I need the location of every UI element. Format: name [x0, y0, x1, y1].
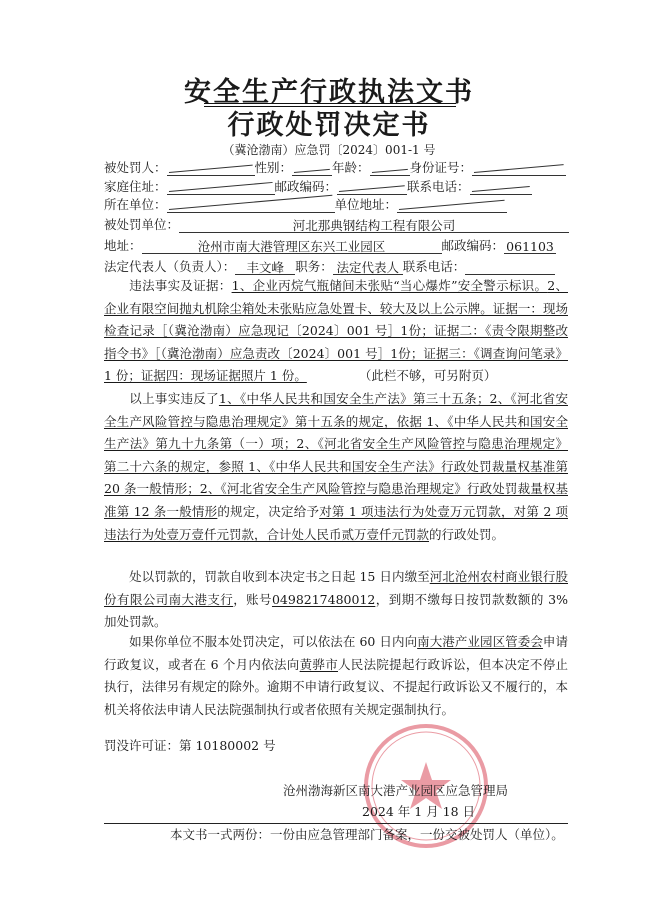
entity-name: 河北那典钢结构工程有限公司	[179, 217, 569, 233]
age-blank	[370, 160, 410, 176]
entity-address-row	[104, 237, 556, 254]
document-title: 安全生产行政执法文书	[184, 77, 474, 108]
entity-postcode-label: 邮政编码：	[441, 238, 505, 253]
appeal-end: 人民法院提起行政诉讼，但本决定不停止执行，法律另有规定的除外。逾期不申请行政复议、不提起行政诉讼又不履行的，本机关将依法申请人民法院强制执行或者依照有关规定强制执行。	[104, 656, 568, 717]
home-address-label: 家庭住址：	[104, 179, 167, 194]
payment-bank: 河北沧州农村商业银行股份有限公司南大港支行	[104, 569, 568, 607]
age-label: 年龄：	[332, 160, 370, 175]
facts-paragraph	[104, 275, 568, 388]
gender-label: 性别：	[254, 160, 293, 175]
individual-row-2	[104, 178, 532, 195]
gender-blank	[292, 160, 332, 176]
decision-paragraph	[104, 388, 568, 546]
individual-name-label: 被处罚人：	[104, 160, 167, 175]
decision-legal-basis: 1、《中华人民共和国安全生产法》第三十五条；2、《河北省安全生产风险管控与隐患治理规定》第十五条的规定，依据 1、《中华人民共和国安全生产法》第九十九条第（一）项；2、《河北省安全生产风险管控与隐患治理规定》第二十六条的规定，参照 1、《中华人民共和国安全生产法》行政处罚裁量权基准第 20 条一般情形；2、《河北省安全生产风险管控与隐患治理规定》行政处罚裁量权基准第 12 条一般情形	[104, 391, 568, 519]
footer-rule	[104, 823, 568, 824]
individual-row-1	[104, 159, 566, 176]
payment-lead: 处以罚款的，罚款自收到本决定书之日起 15 日内缴至	[129, 569, 430, 584]
unit-address-blank	[397, 197, 507, 213]
home-address-blank	[167, 179, 275, 195]
payment-account: 0498217480012	[271, 591, 376, 607]
id-blank	[472, 160, 566, 176]
postcode-label: 邮政编码：	[274, 179, 338, 194]
phone-blank	[470, 179, 532, 195]
phone-label: 联系电话：	[407, 179, 470, 194]
document-number: （冀沧渤南）应急罚〔2024〕001-1 号	[222, 143, 436, 157]
unit-blank	[167, 197, 335, 213]
postcode-blank	[337, 179, 407, 195]
document-subtitle: 行政处罚决定书	[227, 110, 431, 141]
entity-address: 沧州市南大港管理区东兴工业园区	[142, 238, 442, 254]
rep-label: 法定代表人（负责人）：	[104, 259, 236, 274]
permit-number: 罚没许可证：第 10180002 号	[104, 738, 276, 753]
appeal-paragraph	[104, 631, 568, 721]
rep-position-label: 职务：	[295, 259, 333, 274]
decision-mid: 的规定，决定给予	[217, 503, 320, 519]
decision-end: 的行政处罚。	[429, 526, 505, 542]
individual-name-blank	[167, 160, 255, 176]
rep-position: 法定代表人	[333, 259, 403, 275]
facts-note: （此栏不够，可另附页）	[358, 368, 497, 384]
entity-phone-label: 联系电话：	[402, 259, 466, 274]
unit-label: 所在单位：	[104, 197, 167, 212]
entity-rep-row	[104, 258, 555, 275]
appeal-mid: 申请行政复议，或者在 6 个月内依法向	[104, 634, 568, 672]
payment-account-label: ，账号	[233, 591, 272, 607]
footer-note: 本文书一式两份：一份由应急管理部门备案，一份交被处罚人（单位）。	[170, 827, 564, 842]
issuing-authority: 沧州渤海新区南大港产业园区应急管理局	[283, 783, 509, 798]
decision-penalty: 对第 1 项违法行为处壹万元罚款，对第 2 项违法行为处壹万壹仟元罚款，合计处人民币贰万壹仟元罚款	[104, 503, 568, 542]
entity-row	[104, 216, 569, 233]
appeal-lead: 如果你单位不服本处罚决定，可以依法在 60 日内向	[129, 634, 418, 649]
issue-date: 2024 年 1 月 18 日	[362, 804, 476, 819]
entity-phone-blank	[465, 259, 555, 275]
fact-2-and-evidence: 2、企业有限空间抛丸机除尘箱处未张贴应急处置卡、较大及以上公示牌。证据一：现场检查记录［（冀沧渤南）应急现记〔2024〕001 号］1份；证据二：《责令限期整改指令书》［（冀沧渤南）应急责改〔2024〕001 号］1份；证据三：《调查询问笔录》1 份；证据四：现场证据照片 1 份。	[104, 278, 568, 384]
fact-1: 1、企业丙烷气瓶储间未张贴“当心爆炸”安全警示标识。	[231, 278, 548, 293]
appeal-reconsider-body: 南大港产业园区管委会	[417, 634, 543, 649]
entity-postcode: 061103	[504, 238, 556, 254]
decision-lead: 以上事实违反了	[129, 391, 219, 406]
facts-lead: 违法事实及证据：	[129, 278, 232, 293]
entity-address-label: 地址：	[104, 238, 142, 253]
payment-paragraph	[104, 566, 568, 634]
individual-row-3	[104, 196, 507, 213]
payment-end: ，到期不缴每日按罚款数额的 3%加处罚款。	[104, 591, 568, 630]
unit-address-label: 单位地址：	[334, 197, 398, 212]
rep-name: 丰文峰	[235, 259, 295, 275]
entity-label: 被处罚单位：	[104, 217, 180, 232]
appeal-court: 黄骅市	[299, 656, 338, 672]
id-label: 身份证号：	[409, 160, 473, 175]
